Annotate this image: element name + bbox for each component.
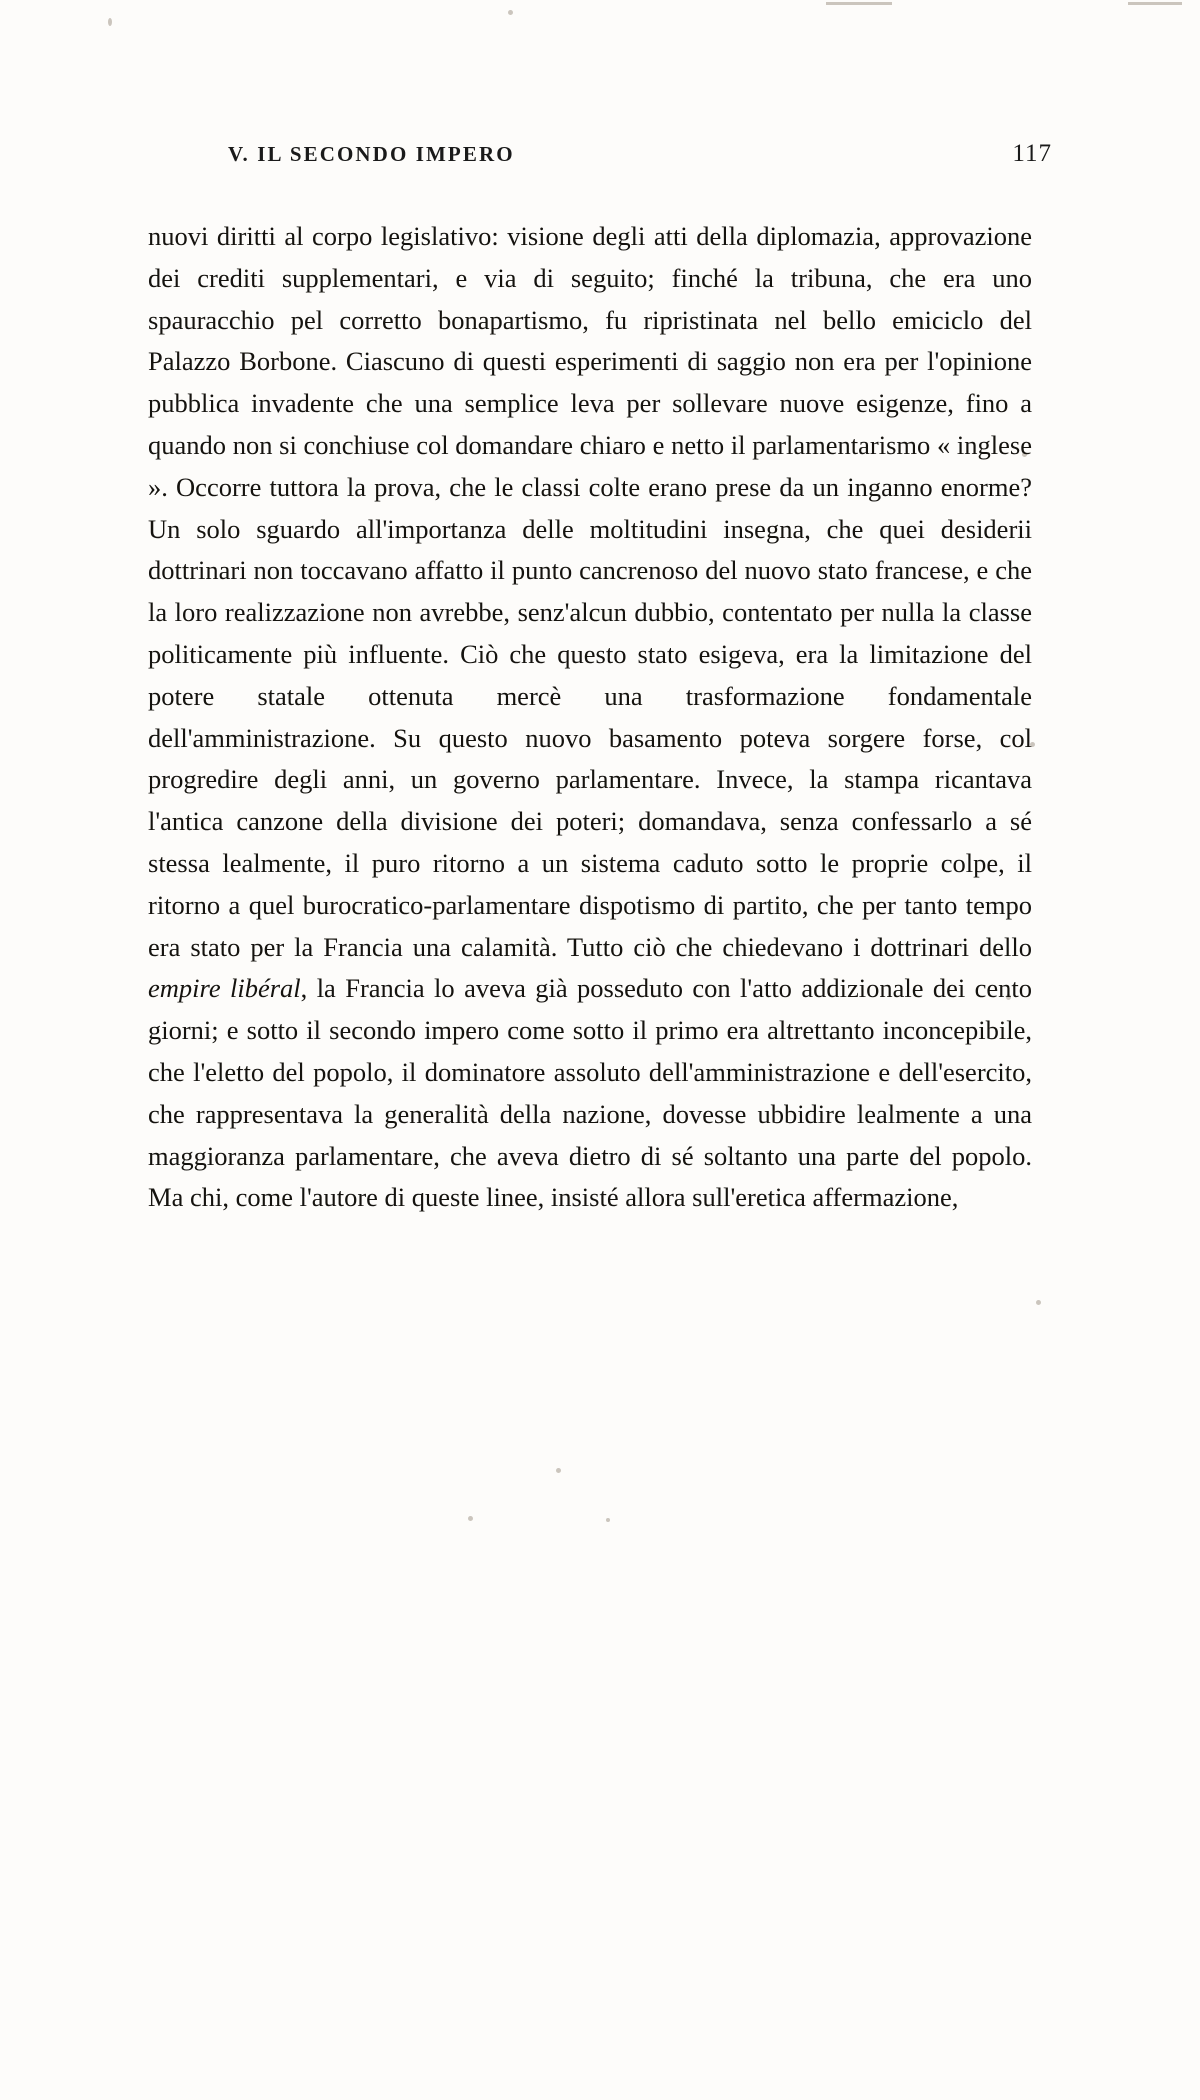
chapter-title: V. IL SECONDO IMPERO [228, 142, 515, 166]
paragraph-segment-2: , la Francia lo aveva già posseduto con l'atto addizionale dei cento giorni; e sotto il secondo impero come sotto il primo era altrettanto inconcepibile, che l'eletto del popolo, il dominatore assoluto dell'amministrazione e dell'esercito, che rappresentava la generalità della nazione, dovesse ubbidire lealmente a una maggioranza parlamentare, che aveva dietro di sé soltanto una parte del popolo. Ma chi, come l'autore di queste linee, insisté allora sull'eretica affermazione, [148, 973, 1032, 1213]
running-head [228, 140, 1052, 168]
scan-speck [556, 1468, 561, 1473]
paragraph-segment-1: nuovi diritti al corpo legislativo: visione degli atti della diplomazia, approvazione dei crediti supplementari, e via di seguito; finché la tribuna, che era uno spauracchio pel corretto bonapartismo, fu ripristinata nel bello emiciclo del Palazzo Borbone. Ciascuno di questi esperimenti di saggio non era per l'opinione pubblica invadente che una semplice leva per sollevare nuove esigenze, fino a quando non si conchiuse col domandare chiaro e netto il parlamentarismo « inglese ». Occorre tuttora la prova, che le classi colte erano prese da un inganno enorme? Un solo sguardo all'importanza delle moltitudini insegna, che quei desiderii dottrinari non toccavano affatto il punto cancrenoso del nuovo stato francese, e che la loro realizzazione non avrebbe, senz'alcun dubbio, contentato per nulla la classe politicamente più influente. Ciò che questo stato esigeva, era la limitazione del potere statale ottenuta mercè una trasformazione fondamentale dell'amministrazione. Su questo nuovo basamento poteva sorgere forse, col progredire degli anni, un governo parlamentare. Invece, la stampa ricantava l'antica canzone della divisione dei poteri; domandava, senza confessarlo a sé stessa lealmente, il puro ritorno a un sistema caduto sotto le proprie colpe, il ritorno a quel burocratico-parlamentare dispotismo di partito, che per tanto tempo era stato per la Francia una calamità. Tutto ciò che chiedevano i dottrinari dello [148, 221, 1032, 962]
scan-speck [826, 2, 892, 5]
scan-speck [606, 1518, 610, 1522]
scan-speck [1128, 2, 1182, 5]
italic-phrase: empire libéral [148, 973, 301, 1004]
body-text [148, 216, 1032, 1219]
scan-speck [108, 18, 112, 26]
scan-speck [1036, 1300, 1041, 1305]
scan-speck [468, 1516, 473, 1521]
page-number: 117 [1012, 140, 1052, 167]
scan-speck [508, 10, 513, 15]
paragraph [148, 216, 1032, 1219]
page-content [148, 140, 1052, 1219]
